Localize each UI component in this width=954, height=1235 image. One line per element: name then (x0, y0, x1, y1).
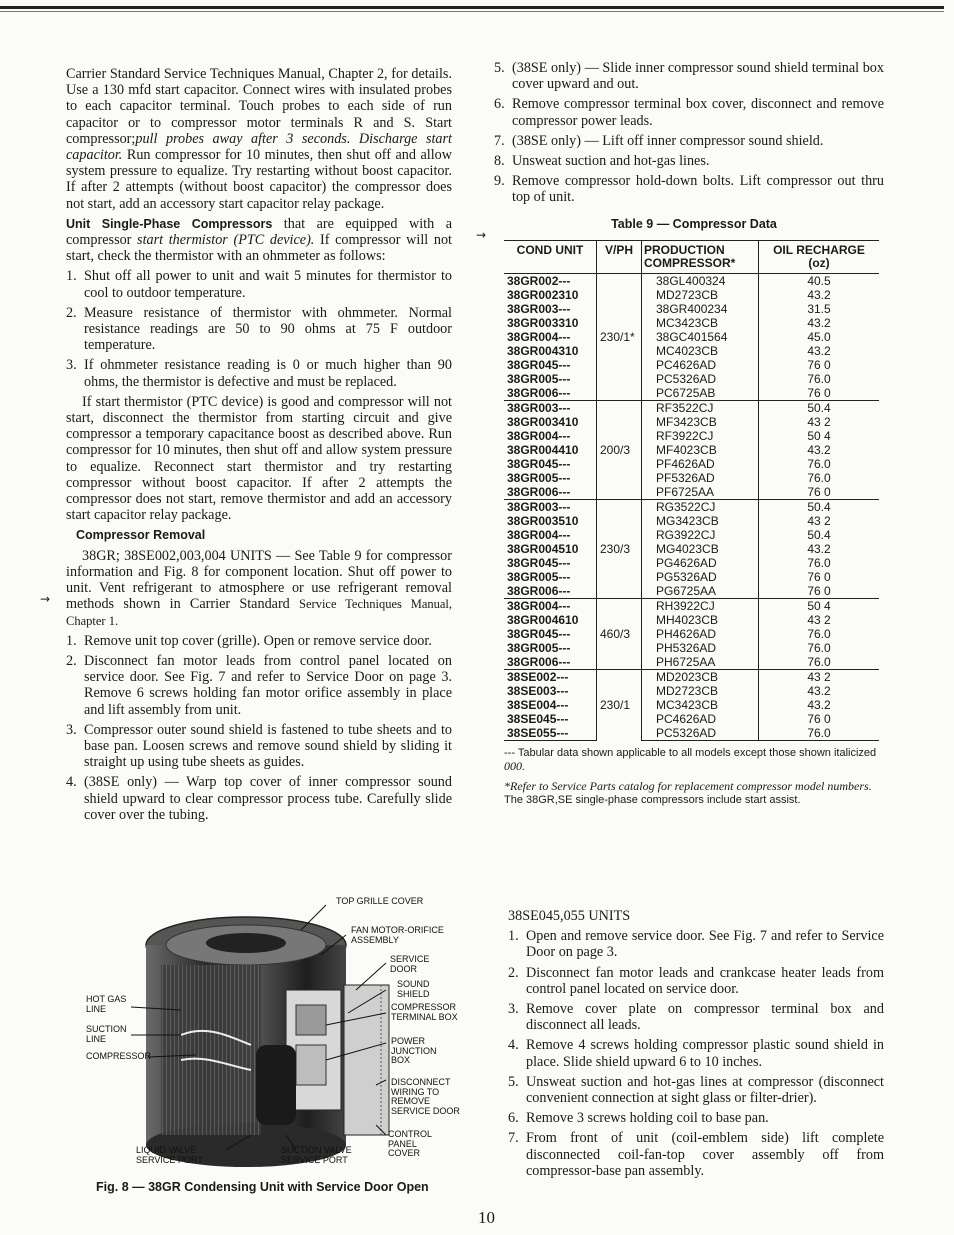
list-number: 3. (66, 721, 77, 738)
intro-paragraph: Carrier Standard Service Techniques Manual, Chapter 2, for details. Use a 130 mfd start capacitor. Connect wires with insulated probes to each capacitor terminal. Touch probes to each side of run capacitor or to compressor motor terminals R and S. Start compressor;pull probes away after 3 seconds. Discharge start capacitor. Run compressor for 10 minutes, then shut off and allow system pressure to equalize. Try restarting without boost capacitor. If after 2 attempts (without boost capacitor) the compressor does not start, add an accessory start capacitor relay package. (66, 66, 452, 212)
table-row (504, 499, 879, 514)
table-row (504, 344, 879, 358)
table-row (504, 485, 879, 500)
cell-production-compressor: PG4626AD (642, 556, 759, 570)
table-row (504, 358, 879, 372)
cell-oil-recharge: 76 0 (759, 485, 880, 500)
list-number: 4. (508, 1037, 519, 1054)
table-row (504, 415, 879, 429)
list-number: 2. (66, 304, 77, 321)
table-row (504, 273, 879, 288)
cell-oil-recharge: 76 0 (759, 386, 880, 401)
cell-cond-unit: 38GR005--- (507, 640, 571, 655)
list-text: (38SE only) — Lift off inner compressor sound shield. (512, 132, 824, 149)
table-row (504, 712, 879, 726)
cell-cond-unit: 38GR003--- (507, 301, 571, 316)
list-text: Remove cover plate on compressor terminal box and disconnect all leads. (526, 1001, 884, 1034)
cell-production-compressor: 38GR400234 (642, 302, 759, 316)
cell-cond-unit: 38GR005--- (507, 470, 571, 485)
cell-cond-unit: 38GR006--- (504, 485, 597, 500)
cell-oil-recharge: 76 0 (759, 584, 880, 599)
table-row (504, 330, 879, 344)
list-text: Unsweat suction and hot-gas lines at compressor (disconnect convenient connection at sight glass or filter-drier). (526, 1073, 884, 1107)
top-rule (0, 6, 944, 9)
cell-production-compressor: MD2723CB (642, 684, 759, 698)
cell-cond-unit: 38SE055--- (504, 726, 597, 741)
list-item (66, 305, 452, 354)
cell-vph: 230/3 (597, 499, 642, 598)
cell-production-compressor: RF3922CJ (642, 429, 759, 443)
list-text: Remove compressor terminal box cover, disconnect and remove compressor power leads. (512, 96, 884, 129)
list-number: 4. (66, 774, 77, 791)
table-row (504, 598, 879, 613)
cell-cond-unit: 38GR004--- (504, 598, 597, 613)
cell-oil-recharge: 40.5 (759, 273, 880, 288)
label-top-grille-cover: TOP GRILLE COVER (336, 896, 424, 906)
cell-production-compressor: PC6725AB (642, 386, 759, 401)
cell-production-compressor: RG3922CJ (642, 528, 759, 542)
list-item (66, 722, 452, 771)
cell-cond-unit: 38GR004--- (507, 428, 571, 443)
cell-production-compressor: MG3423CB (642, 514, 759, 528)
cell-production-compressor: PC5326AD (642, 726, 759, 741)
list-text: Measure resistance of thermistor with ohmmeter. Normal resistance readings are 50 to 90 ohms at 75 F outdoor temperature. (84, 304, 452, 354)
cell-cond-unit: 38GR003--- (504, 499, 597, 514)
cell-oil-recharge: 50.4 (759, 400, 880, 415)
removal-intro: 38GR; 38SE002,003,004 UNITS — See Table 9 for compressor information and Fig. 8 for component location. Shut off power to unit. Vent refrigerant to atmosphere or use refrigerant removal methods shown in Carrier Standard Service Techniques Manual, Chapter 1. (66, 547, 453, 628)
cell-production-compressor: MC3423CB (642, 316, 759, 330)
table-row (504, 570, 879, 584)
cell-oil-recharge: 76.0 (759, 726, 880, 741)
cell-production-compressor: MC3423CB (642, 698, 759, 712)
list-item (494, 133, 884, 149)
table-row (504, 302, 879, 316)
footnote-service-parts: *Refer to Service Parts catalog for replacement compressor model numbers. The 38GR,SE single-phase compressors include start assist. (504, 778, 872, 806)
table-row (504, 627, 879, 641)
cell-vph: 230/1* (597, 273, 642, 400)
units-heading: 38SE045,055 UNITS (508, 908, 631, 924)
footnote-tabular: --- Tabular data shown applicable to all models except those shown italicized 000. (504, 746, 877, 773)
label-liquid-valve: LIQUID VALVE SERVICE PORT (136, 1145, 203, 1165)
cell-cond-unit: 38GR003510 (507, 513, 579, 528)
list-text: Remove compressor hold-down bolts. Lift compressor out thru top of unit. (512, 173, 884, 206)
cell-production-compressor: PG5326AD (642, 570, 759, 584)
table-row (504, 288, 879, 302)
list-item (66, 357, 452, 389)
list-number: 6. (494, 96, 505, 113)
cell-production-compressor: MG4023CB (642, 542, 759, 556)
label-control-panel-cover: CONTROL PANEL COVER (388, 1129, 432, 1158)
label-power-junction-box: POWER JUNCTION BOX (391, 1036, 437, 1065)
cell-production-compressor: PF4626AD (642, 457, 759, 471)
cell-cond-unit: 38SE004--- (507, 697, 569, 712)
cell-oil-recharge: 76.0 (759, 471, 880, 485)
cell-oil-recharge: 43 2 (759, 514, 880, 528)
label-disconnect-wiring: DISCONNECT WIRING TO REMOVE SERVICE DOOR (391, 1077, 460, 1116)
table-row (504, 514, 879, 528)
table-row (504, 471, 879, 485)
list-number: 1. (66, 268, 77, 285)
ptc-paragraph: If start thermistor (PTC device) is good and compressor will not start, disconnect the thermistor from starting circuit and give compressor a temporary capacitance boost as described above. Run compressor for 10 minutes, then shut off and allow system pressure to equalize. Reconnect start thermistor and try restarting compressor without boost capacitor. If after 2 attempts the compressor does not start, remove thermistor and add an accessory start capacitor relay package. (66, 393, 452, 524)
cell-cond-unit: 38GR002--- (504, 273, 597, 288)
page-number: 10 (478, 1208, 495, 1227)
cell-oil-recharge: 50 4 (759, 429, 880, 443)
list-number: 8. (494, 153, 505, 170)
cell-cond-unit: 38GR045--- (507, 626, 571, 641)
list-item (494, 173, 884, 205)
table-row (504, 429, 879, 443)
list-number: 1. (508, 928, 519, 945)
cell-production-compressor: MH4023CB (642, 613, 759, 627)
table-row (504, 641, 879, 655)
cell-production-compressor: PH4626AD (642, 627, 759, 641)
cell-oil-recharge: 43.2 (759, 443, 880, 457)
units-38se045-section (508, 908, 884, 1183)
cell-production-compressor: 38GC401564 (642, 330, 759, 344)
label-suction-line: SUCTION LINE (86, 1024, 127, 1044)
change-arrow-icon: → (476, 228, 487, 242)
list-text: Shut off all power to unit and wait 5 minutes for thermistor to cool to outdoor temperature. (84, 268, 452, 301)
cell-cond-unit: 38GR004510 (507, 541, 579, 556)
list-number: 9. (494, 173, 505, 190)
cell-oil-recharge: 43 2 (759, 669, 880, 684)
cell-oil-recharge: 76 0 (759, 358, 880, 372)
table-row (504, 556, 879, 570)
list-number: 5. (508, 1073, 519, 1090)
cell-production-compressor: PC5326AD (642, 372, 759, 386)
right-column (494, 60, 884, 807)
list-item (508, 1130, 884, 1179)
list-number: 7. (508, 1130, 519, 1147)
single-phase-heading: Unit Single-Phase Compressors (66, 216, 273, 231)
list-item (508, 928, 884, 960)
list-text: From front of unit (coil-emblem side) lift complete disconnected coil-fan-top cover assembly off from compressor-base pan assembly. (526, 1130, 884, 1179)
list-item (66, 774, 452, 823)
list-item (494, 96, 884, 128)
label-hot-gas-line: HOT GAS LINE (86, 994, 127, 1014)
compressor-data-table (504, 240, 879, 741)
cell-oil-recharge: 43.2 (759, 684, 880, 698)
list-item (494, 60, 884, 92)
compressor-removal-heading: Compressor Removal (76, 528, 206, 543)
table-row (504, 457, 879, 471)
cell-cond-unit: 38GR004610 (507, 612, 579, 627)
cell-vph: 460/3 (597, 598, 642, 669)
cell-production-compressor: RH3922CJ (642, 598, 759, 613)
cell-cond-unit: 38GR006--- (504, 386, 597, 401)
list-number: 3. (66, 357, 77, 374)
cell-oil-recharge: 76.0 (759, 457, 880, 471)
cell-production-compressor: RF3522CJ (642, 400, 759, 415)
cell-oil-recharge: 43 2 (759, 613, 880, 627)
cell-oil-recharge: 45.0 (759, 330, 880, 344)
cell-oil-recharge: 76.0 (759, 641, 880, 655)
cell-cond-unit: 38GR004--- (507, 527, 571, 542)
cell-oil-recharge: 43.2 (759, 316, 880, 330)
table-row (504, 684, 879, 698)
cell-cond-unit: 38SE045--- (507, 711, 569, 726)
table-row (504, 655, 879, 670)
figure-8-caption: Fig. 8 — 38GR Condensing Unit with Service Door Open (96, 1180, 429, 1194)
cell-oil-recharge: 76.0 (759, 372, 880, 386)
list-text: Disconnect fan motor leads from control panel located on service door. See Fig. 7 and refer to Service Door on page 3. Remove 6 screws holding fan motor orifice assembly in place and lift assembly from unit. (84, 652, 452, 718)
cell-vph: 230/1 (597, 669, 642, 740)
cell-vph: 200/3 (597, 400, 642, 499)
col-production-compressor: PRODUCTION COMPRESSOR* (642, 240, 759, 273)
table-row (504, 669, 879, 684)
cell-oil-recharge: 43.2 (759, 288, 880, 302)
cell-oil-recharge: 76 0 (759, 570, 880, 584)
table-row (504, 316, 879, 330)
cell-cond-unit: 38SE003--- (507, 683, 569, 698)
list-number: 3. (508, 1001, 519, 1018)
cell-production-compressor: RG3522CJ (642, 499, 759, 514)
list-item (66, 633, 452, 649)
cell-cond-unit: 38GR002310 (507, 287, 579, 302)
cell-cond-unit: 38SE002--- (504, 669, 597, 684)
cell-production-compressor: 38GL400324 (642, 273, 759, 288)
cell-production-compressor: MF4023CB (642, 443, 759, 457)
removal-steps (66, 633, 452, 823)
cell-cond-unit: 38GR003--- (504, 400, 597, 415)
table-row (504, 726, 879, 741)
list-number: 7. (494, 132, 505, 149)
cell-production-compressor: PF6725AA (642, 485, 759, 500)
cell-oil-recharge: 50.4 (759, 499, 880, 514)
cell-cond-unit: 38GR006--- (504, 584, 597, 599)
table-row (504, 698, 879, 712)
col-vph: V/PH (597, 240, 642, 273)
cell-production-compressor: PC4626AD (642, 712, 759, 726)
table-row (504, 528, 879, 542)
table-9-title: Table 9 — Compressor Data (611, 216, 777, 231)
list-item (494, 153, 884, 169)
list-text: (38SE only) — Slide inner compressor sound shield terminal box cover upward and out. (512, 60, 884, 93)
cell-production-compressor: PC4626AD (642, 358, 759, 372)
cell-cond-unit: 38GR004310 (507, 343, 579, 358)
list-text: Remove unit top cover (grille). Open or remove service door. (84, 632, 432, 649)
removal-steps-continued (494, 60, 884, 206)
single-phase-paragraph: Unit Single-Phase Compressors that are equipped with a compressor start thermistor (PTC device). If compressor will not start, check the thermistor with an ohmmeter as follows: (66, 215, 452, 265)
cell-cond-unit: 38GR005--- (507, 569, 571, 584)
cell-oil-recharge: 76.0 (759, 556, 880, 570)
table-row (504, 372, 879, 386)
list-number: 5. (494, 60, 505, 76)
left-column (66, 66, 452, 827)
cell-cond-unit: 38GR003310 (507, 315, 579, 330)
label-sound-shield: SOUND SHIELD (397, 979, 430, 999)
cell-oil-recharge: 31.5 (759, 302, 880, 316)
cell-cond-unit: 38GR003410 (507, 414, 579, 429)
thermistor-steps (66, 268, 452, 389)
table-row (504, 443, 879, 457)
cell-production-compressor: MC4023CB (642, 344, 759, 358)
cell-production-compressor: MD2723CB (642, 288, 759, 302)
label-compressor: COMPRESSOR (86, 1051, 152, 1061)
cell-oil-recharge: 76.0 (759, 655, 880, 670)
cell-oil-recharge: 43.2 (759, 344, 880, 358)
cell-production-compressor: PF5326AD (642, 471, 759, 485)
units-steps (508, 928, 884, 1179)
list-text: Remove 4 screws holding compressor plastic sound shield in place. Slide shield upward 6 to 10 inches. (526, 1037, 884, 1070)
cell-oil-recharge: 76.0 (759, 627, 880, 641)
list-text: Unsweat suction and hot-gas lines. (512, 153, 710, 170)
cell-cond-unit: 38GR045--- (507, 357, 571, 372)
list-text: If ohmmeter resistance reading is 0 or much higher than 90 ohms, the thermistor is defective and must be replaced. (84, 357, 452, 390)
change-arrow-icon: → (40, 592, 51, 606)
list-text: Open and remove service door. See Fig. 7 and refer to Service Door on page 3. (526, 928, 884, 961)
list-item (508, 1001, 884, 1033)
list-item (508, 1074, 884, 1106)
label-service-door: SERVICE DOOR (390, 954, 430, 974)
table-row (504, 542, 879, 556)
table-row (504, 400, 879, 415)
cell-oil-recharge: 43 2 (759, 415, 880, 429)
cell-oil-recharge: 50.4 (759, 528, 880, 542)
list-number: 2. (66, 652, 77, 669)
list-number: 1. (66, 632, 77, 649)
label-compressor-terminal-box: COMPRESSOR TERMINAL BOX (391, 1002, 458, 1022)
list-item (66, 653, 452, 718)
list-item (508, 965, 884, 997)
list-number: 2. (508, 964, 519, 981)
cell-oil-recharge: 43.2 (759, 542, 880, 556)
cell-cond-unit: 38GR045--- (507, 456, 571, 471)
list-text: Compressor outer sound shield is fastened to tube sheets and to base pan. Loosen screws and remove sound shield by sliding it straight up using tube sheets as guides. (84, 721, 452, 771)
cell-cond-unit: 38GR004410 (507, 442, 579, 457)
cell-production-compressor: PG6725AA (642, 584, 759, 599)
list-item (66, 268, 452, 300)
table-row (504, 386, 879, 401)
cell-cond-unit: 38GR045--- (507, 555, 571, 570)
col-cond-unit: COND UNIT (504, 240, 597, 273)
table-row (504, 584, 879, 599)
cell-oil-recharge: 43.2 (759, 698, 880, 712)
list-item (508, 1037, 884, 1069)
list-item (508, 1110, 884, 1126)
cell-cond-unit: 38GR005--- (507, 371, 571, 386)
cell-production-compressor: PH5326AD (642, 641, 759, 655)
cell-production-compressor: PH6725AA (642, 655, 759, 670)
top-rule-thin (0, 11, 944, 12)
cell-production-compressor: MD2023CB (642, 669, 759, 684)
label-suction-valve: SUCTION VALVE SERVICE PORT (281, 1145, 352, 1165)
cell-oil-recharge: 50 4 (759, 598, 880, 613)
table-row (504, 613, 879, 627)
list-text: Remove 3 screws holding coil to base pan. (526, 1110, 769, 1127)
list-text: (38SE only) — Warp top cover of inner compressor sound shield upward to clear compressor process tube. Carefully slide cover over the tubing. (84, 774, 452, 823)
list-text: Disconnect fan motor leads and crankcase heater leads from control panel located on service door. (526, 964, 884, 997)
col-oil-recharge: OIL RECHARGE (oz) (759, 240, 880, 273)
list-number: 6. (508, 1110, 519, 1127)
cell-production-compressor: MF3423CB (642, 415, 759, 429)
table-body (504, 273, 879, 740)
cell-oil-recharge: 76 0 (759, 712, 880, 726)
label-fan-motor-orifice: FAN MOTOR-ORIFICE ASSEMBLY (351, 925, 444, 945)
cell-cond-unit: 38GR004--- (507, 329, 571, 344)
cell-cond-unit: 38GR006--- (504, 655, 597, 670)
